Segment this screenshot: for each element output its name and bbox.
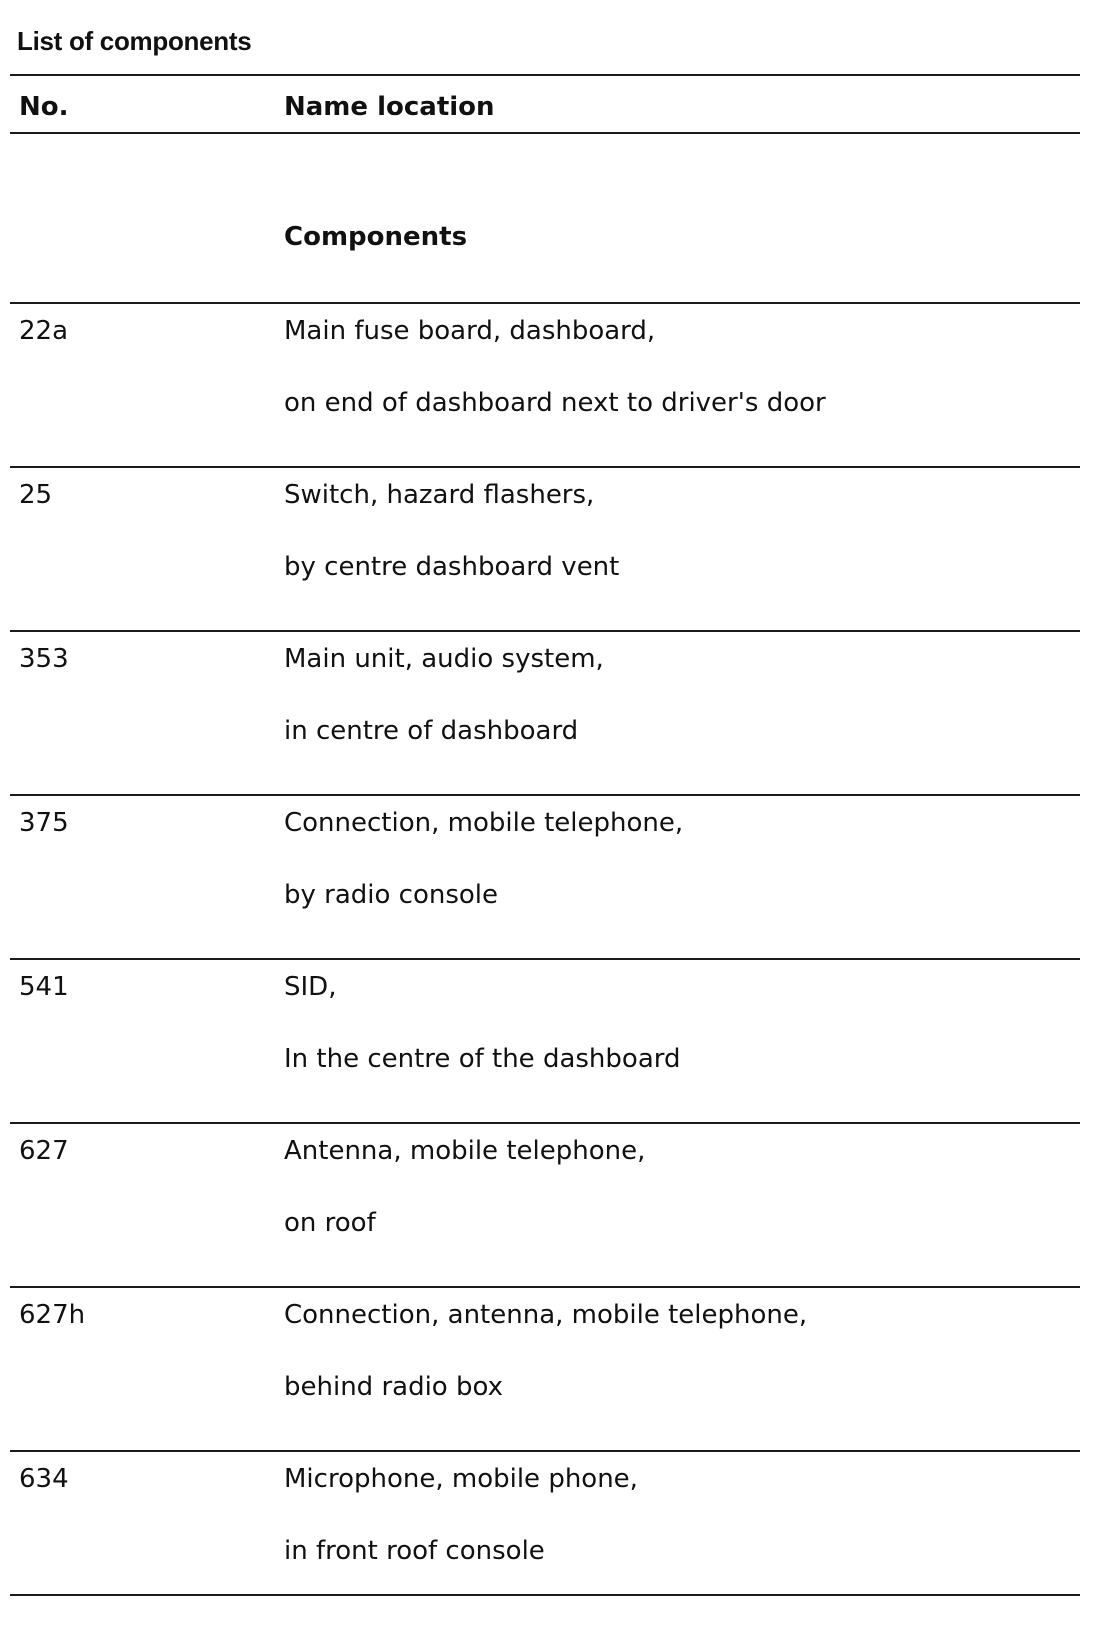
- row-divider: [10, 302, 1080, 304]
- component-name: SID,: [284, 972, 337, 1002]
- row-divider: [10, 1450, 1080, 1452]
- component-location: by centre dashboard vent: [284, 552, 620, 582]
- column-header-no: No.: [19, 92, 69, 122]
- row-divider: [10, 958, 1080, 960]
- component-number: 375: [19, 808, 69, 838]
- table-row: [0, 466, 1120, 630]
- component-name: Main fuse board, dashboard,: [284, 316, 656, 346]
- table-row: [0, 1286, 1120, 1450]
- top-rule: [10, 74, 1080, 76]
- component-location: behind radio box: [284, 1372, 503, 1402]
- row-divider: [10, 1286, 1080, 1288]
- component-name: Antenna, mobile telephone,: [284, 1136, 646, 1166]
- document-title: List of components: [17, 26, 252, 56]
- row-divider: [10, 630, 1080, 632]
- component-name: Connection, antenna, mobile telephone,: [284, 1300, 808, 1330]
- table-row: [0, 1122, 1120, 1286]
- table-row: [0, 794, 1120, 958]
- component-location: on end of dashboard next to driver's door: [284, 388, 826, 418]
- component-location: in front roof console: [284, 1536, 545, 1566]
- component-name: Microphone, mobile phone,: [284, 1464, 638, 1494]
- bottom-rule: [10, 1594, 1080, 1596]
- component-number: 541: [19, 972, 69, 1002]
- table-row: [0, 958, 1120, 1122]
- component-name: Connection, mobile telephone,: [284, 808, 684, 838]
- row-divider: [10, 466, 1080, 468]
- component-number: 627: [19, 1136, 69, 1166]
- component-location: on roof: [284, 1208, 376, 1238]
- section-title: Components: [284, 222, 468, 252]
- column-header-name-location: Name location: [284, 92, 495, 122]
- row-divider: [10, 1122, 1080, 1124]
- component-name: Main unit, audio system,: [284, 644, 604, 674]
- component-name: Switch, hazard flashers,: [284, 480, 595, 510]
- component-number: 634: [19, 1464, 69, 1494]
- component-location: In the centre of the dashboard: [284, 1044, 681, 1074]
- header-rule: [10, 132, 1080, 134]
- row-divider: [10, 794, 1080, 796]
- component-location: by radio console: [284, 880, 499, 910]
- component-number: 627h: [19, 1300, 86, 1330]
- table-row: [0, 1450, 1120, 1614]
- component-number: 25: [19, 480, 53, 510]
- table-row: [0, 302, 1120, 466]
- component-number: 353: [19, 644, 69, 674]
- component-location: in centre of dashboard: [284, 716, 579, 746]
- component-number: 22a: [19, 316, 69, 346]
- components-table: [0, 302, 1120, 1614]
- table-row: [0, 630, 1120, 794]
